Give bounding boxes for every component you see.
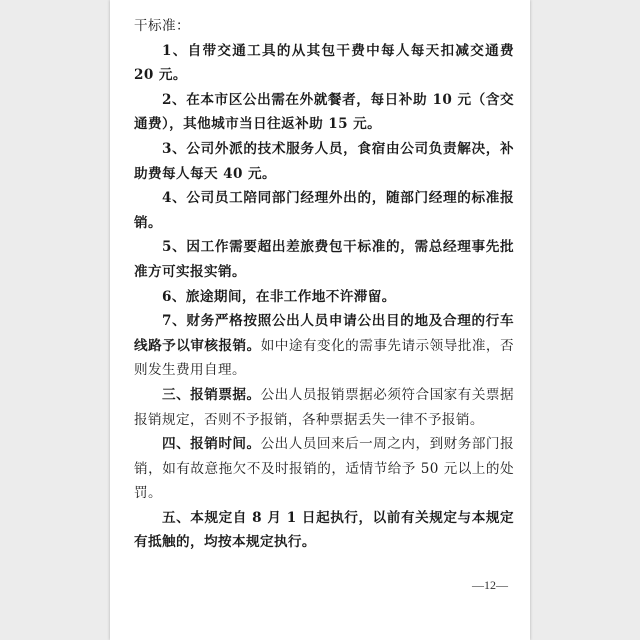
paragraph-7 xyxy=(134,309,514,383)
section-4-deadline xyxy=(134,432,514,506)
paragraph-5 xyxy=(134,235,514,284)
section-5-effective xyxy=(134,506,514,555)
section-5-heading: 五、本规定自 8 月 1 日起执行，以前有关规定与本规定有抵触的，均按本规定执行。 xyxy=(134,509,514,551)
paragraph-4-bold: 4、公司员工陪同部门经理外出的，随部门经理的标准报销。 xyxy=(134,190,514,231)
paragraph-7-bold: 7、财务严格按照公出人员申请公出目的地及合理的行车线路予以审核报销。 xyxy=(134,313,514,354)
section-4-text: 公出人员回来后一周之内，到财务部门报销，如有故意拖欠不及时报销的，适情节给予 50 元以上的处罚。 xyxy=(134,436,514,502)
document-body xyxy=(134,14,514,555)
paragraph-3-bold: 3、公司外派的技术服务人员，食宿由公司负责解决，补助费每人每天 40 元。 xyxy=(134,140,514,182)
section-3-receipts xyxy=(134,383,514,432)
paragraph-6 xyxy=(134,285,514,310)
paragraph-5-bold: 5、因工作需要超出差旅费包干标准的，需总经理事先批准方可实报实销。 xyxy=(134,239,514,280)
paragraph-7-rest: 如中途有变化的需事先请示领导批准，否则发生费用自理。 xyxy=(134,337,514,379)
section-3-text: 公出人员报销票据必须符合国家有关票据报销规定，否则不予报销，各种票据丢失一律不予报销。 xyxy=(134,386,514,428)
section-4-heading: 四、报销时间。 xyxy=(162,436,261,453)
paragraph-1 xyxy=(134,39,514,88)
paragraph-3 xyxy=(134,137,514,186)
document-page xyxy=(110,0,530,640)
paragraph-4 xyxy=(134,186,514,235)
section-3-heading: 三、报销票据。 xyxy=(162,386,261,403)
page-number: —12— xyxy=(472,578,508,592)
paragraph-2-bold: 2、在本市区公出需在外就餐者，每日补助 10 元（含交通费），其他城市当日往返补助 15 元。 xyxy=(134,91,514,133)
paragraph-1-bold: 1、自带交通工具的从其包干费中每人每天扣减交通费 20 元。 xyxy=(134,42,514,84)
lead-line: 干标准： xyxy=(134,18,190,34)
paragraph-2 xyxy=(134,88,514,137)
paragraph-6-bold: 6、旅途期间，在非工作地不许滞留。 xyxy=(162,288,396,305)
